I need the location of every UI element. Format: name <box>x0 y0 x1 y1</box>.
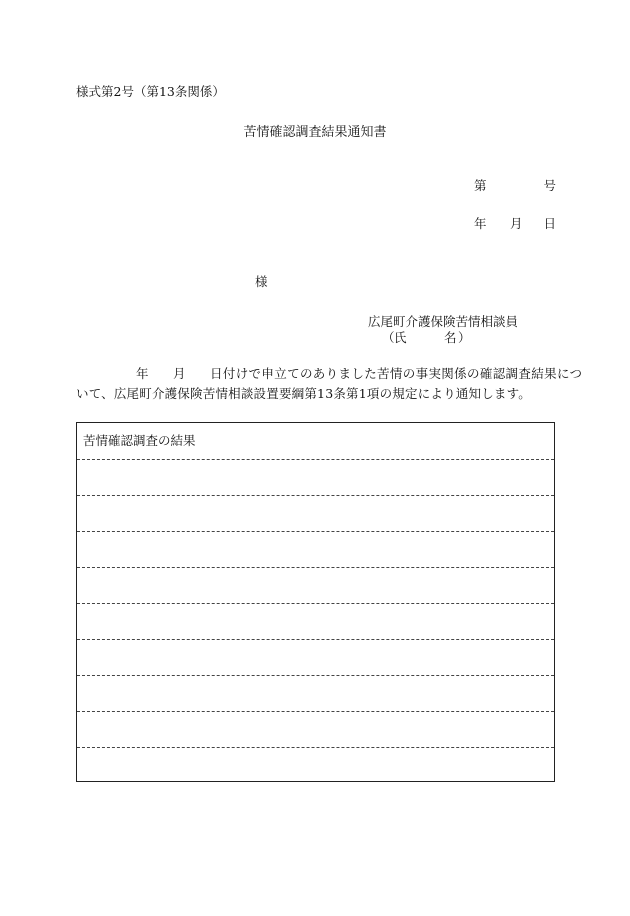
result-line <box>77 603 554 604</box>
sender-name-given: 名 <box>444 330 457 345</box>
result-line <box>77 747 554 748</box>
number-suffix: 号 <box>543 178 556 193</box>
result-box-label: 苦情確認調査の結果 <box>83 433 196 448</box>
result-line <box>77 495 554 496</box>
document-title: 苦情確認調査結果通知書 <box>243 125 387 140</box>
date-month: 月 <box>510 216 523 231</box>
body-text-line-2: いて、広尾町介護保険苦情相談設置要綱第13条第1項の規定により通知します。 <box>76 386 532 401</box>
body-year: 年 <box>136 366 149 381</box>
body-line-1-text: 日付けで申立てのありました苦情の事実関係の確認調査結果につ <box>210 366 583 381</box>
result-line <box>77 567 554 568</box>
date-day: 日 <box>543 216 556 231</box>
result-line <box>77 459 554 460</box>
body-month: 月 <box>173 366 186 381</box>
result-line <box>77 711 554 712</box>
sender-name-close-paren: ） <box>458 330 471 345</box>
form-number: 様式第2号（第13条関係） <box>76 84 225 99</box>
sender-name-open-paren: （ <box>382 330 395 345</box>
date-year: 年 <box>474 216 487 231</box>
result-line <box>77 531 554 532</box>
sender-name-surname: 氏 <box>394 330 407 345</box>
recipient-honorific: 様 <box>255 274 268 289</box>
result-line <box>77 639 554 640</box>
result-line <box>77 675 554 676</box>
result-box <box>76 422 555 782</box>
number-prefix: 第 <box>474 178 487 193</box>
sender-title: 広尾町介護保険苦情相談員 <box>368 314 519 329</box>
